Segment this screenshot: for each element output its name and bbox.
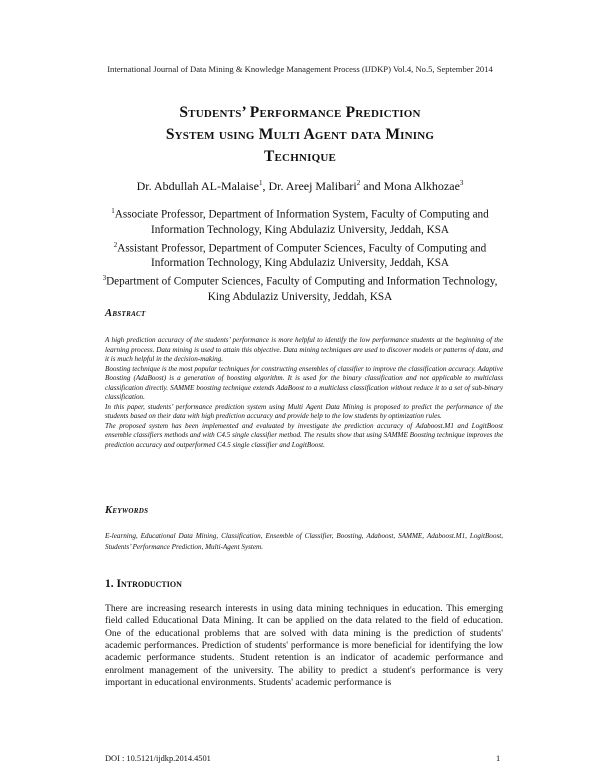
affiliation-text: Associate Professor, Department of Information System, Faculty of Computing and [114, 208, 489, 221]
affiliation-1-cont: Information Technology, King Abdulaziz University, Jeddah, KSA [150, 223, 449, 236]
footer-doi: DOI : 10.5121/ijdkp.2014.4501 [105, 754, 211, 763]
affiliation-text: Assistant Professor, Department of Computer Sciences, Faculty of Computing and [117, 242, 487, 255]
author-separator: and [360, 179, 384, 193]
introduction-body: There are increasing research interests in using data mining techniques in education. This emerging field called Educational Data Mining. It can be applied on the data related to the field of education. One of the educational problems that are solved with data mining is the prediction of students' academic performances. Prediction of students' performance is more beneficial for identifying the low academic performance students. Student retention is an indicator of academic performance and enrolment management of the university. The ability to predict a student's performance is very important in educational environments. Students' academic performance is [105, 603, 503, 689]
abstract-paragraph: The proposed system has been implemented and evaluated by investigate the prediction accuracy of Adaboost.M1 and LogitBoost ensemble classifiers methods and with C4.5 single classifier method. The results show that using SAMME Boosting technique improves the prediction accuracy and outperformed C4.5 single classifier and LogitBoost. [105, 421, 503, 449]
abstract-paragraph: A high prediction accuracy of the students’ performance is more helpful to identify the low performance students at the beginning of the learning process. Data mining is used to attain this objective. Data mining techniques are used to discover models or patterns of data, and it is much helpful in the decision-making. [105, 336, 503, 363]
title-line-2: System using Multi Agent data Mining [165, 126, 435, 143]
journal-header: International Journal of Data Mining & Knowledge Management Process (IJDKP) Vol.4, No.5, September 2014 [107, 64, 493, 74]
affiliations [0, 204, 600, 305]
author-3: Mona Alkhozae [383, 179, 460, 193]
page-number: 1 [496, 754, 501, 763]
affiliation-sup: 3 [102, 274, 107, 283]
affiliation-3 [0, 271, 600, 290]
paper-title [0, 102, 600, 168]
affiliation-text: Department of Computer Sciences, Faculty of Computing and Information Technology, [106, 276, 498, 289]
affiliation-1 [0, 204, 600, 223]
affiliation-2 [0, 238, 600, 257]
abstract-heading: Abstract [105, 308, 146, 319]
affiliation-sup: 2 [113, 240, 118, 249]
author-2: Dr. Areej Malibari [268, 179, 357, 193]
affiliation-2-cont: Information Technology, King Abdulaziz University, Jeddah, KSA [150, 257, 449, 270]
keywords-body: E-learning, Educational Data Mining, Classification, Ensemble of Classifier, Boosting, Adaboost, SAMME, Adaboost.M1, LogitBoost, Students’ Performance Prediction, Multi-Agent System. [105, 532, 503, 551]
abstract-body [105, 336, 503, 450]
affiliation-3-cont: King Abdulaziz University, Jeddah, KSA [207, 291, 393, 304]
author-2-sup: 2 [356, 179, 361, 187]
author-list [0, 179, 600, 194]
author-1-sup: 1 [258, 179, 263, 187]
abstract-paragraph: Boosting technique is the most popular techniques for constructing ensembles of classifier to improve the classification accuracy. Adaptive Boosting (AdaBoost) is a generation of boosting algorithm. It is used for the binary classification and not applicable to multiclass classification directly. SAMME boosting technique extends AdaBoost to a multiclass classification without reduce it to a set of sub-binary classification. [105, 364, 503, 401]
introduction-heading [105, 578, 182, 590]
section-title: Introduction [116, 578, 182, 590]
title-line-3: Technique [263, 148, 337, 165]
keywords-heading: Keywords [105, 505, 149, 516]
title-line-1: Students’ Performance Prediction [179, 104, 421, 121]
author-1: Dr. Abdullah AL-Malaise [136, 179, 259, 193]
author-3-sup: 3 [459, 179, 464, 187]
abstract-paragraph: In this paper, students’ performance prediction system using Multi Agent Data Mining is proposed to predict the performance of the students based on their data with high prediction accuracy and provide help to the low students by optimization rules. [105, 402, 503, 420]
author-separator: , [262, 179, 269, 193]
affiliation-sup: 1 [111, 207, 115, 215]
section-number: 1. [105, 578, 117, 590]
